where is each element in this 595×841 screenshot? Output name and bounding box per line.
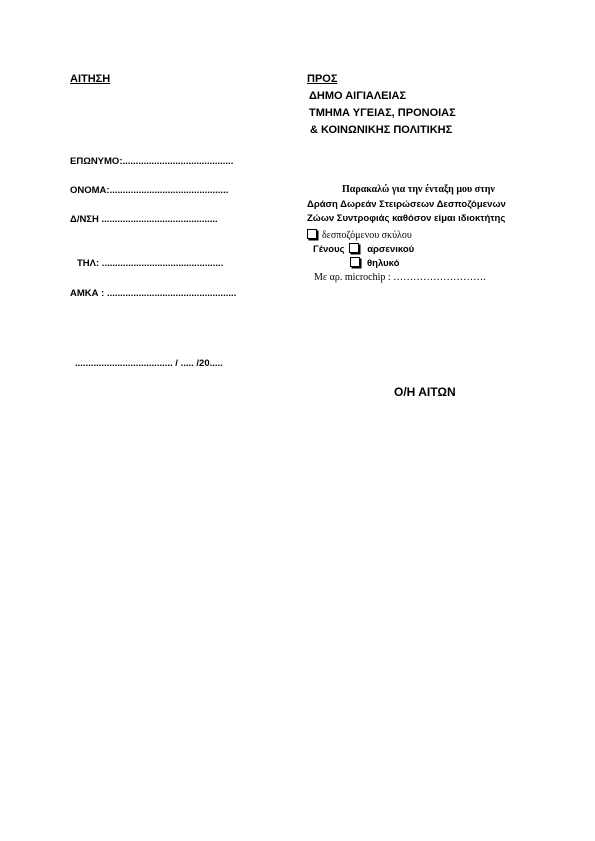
date-line-field[interactable]: ..................................... / ..... /20..... [75, 358, 223, 369]
request-line-3: Ζώων Συντροφιάς καθόσον είμαι ιδιοκτήτης [307, 213, 506, 224]
checkbox-icon[interactable] [350, 257, 360, 267]
request-line-1: Παρακαλώ για την ένταξη μου στην [342, 184, 495, 195]
recipient-line-3: & ΚΟΙΝΩΝΙΚΗΣ ΠΟΛΙΤΙΚΗΣ [310, 124, 453, 136]
name-field[interactable]: ΟΝΟΜΑ:............................................. [70, 185, 229, 196]
microchip-field[interactable]: Με αρ. microchip : ………………………. [314, 272, 486, 283]
address-field[interactable]: Δ/ΝΣΗ ............................................ [70, 214, 218, 225]
checkbox-icon[interactable] [307, 229, 317, 239]
signature-label: Ο/Η ΑΙΤΩΝ [394, 385, 456, 399]
option-male-label: αρσενικού [367, 244, 415, 255]
recipient-line-2: ΤΜΗΜΑ ΥΓΕΙΑΣ, ΠΡΟΝΟΙΑΣ [309, 107, 456, 119]
amka-field[interactable]: ΑΜΚΑ : ................................................. [70, 288, 237, 299]
request-line-2: Δράση Δωρεάν Στειρώσεων Δεσποζόμενων [307, 199, 506, 210]
option-dog-label: δεσποζόμενου σκύλου [322, 230, 412, 241]
form-title: ΑΙΤΗΣΗ [70, 73, 111, 85]
sex-row [313, 243, 414, 255]
option-dog[interactable] [307, 229, 412, 241]
surname-field[interactable]: ΕΠΩΝΥΜΟ:.......................................... [70, 156, 234, 167]
sex-label: Γένους [313, 244, 345, 255]
option-female[interactable] [350, 257, 399, 269]
option-female-label: θηλυκό [367, 258, 400, 269]
recipient-line-1: ΔΗΜΟ ΑΙΓΙΑΛΕΙΑΣ [309, 90, 407, 102]
to-label: ΠΡΟΣ [307, 73, 338, 85]
checkbox-icon[interactable] [349, 243, 359, 253]
phone-field[interactable]: ΤΗΛ: .............................................. [77, 258, 224, 269]
